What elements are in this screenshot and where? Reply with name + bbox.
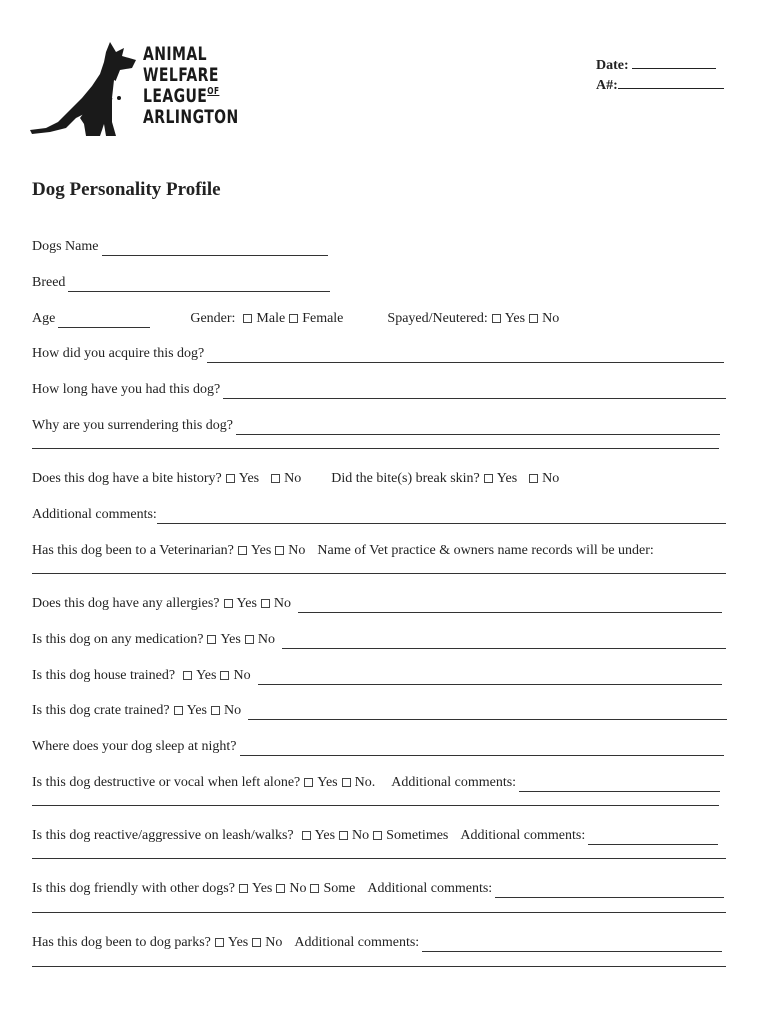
crate-trained-yes-checkbox[interactable] (174, 706, 183, 715)
breed-row (32, 274, 330, 292)
date-field[interactable] (632, 56, 716, 69)
destructive-no-checkbox[interactable] (342, 778, 351, 787)
reactive-sometimes-label: Sometimes (386, 828, 449, 843)
allergies-label: Does this dog have any allergies? (32, 596, 220, 611)
a-number-label: A#: (596, 78, 618, 93)
dogs-name-label: Dogs Name (32, 239, 99, 254)
crate-trained-field[interactable] (248, 706, 727, 720)
dog-parks-yes-checkbox[interactable] (215, 938, 224, 947)
sleep-row (32, 738, 724, 756)
spayed-yes-label: Yes (504, 311, 526, 326)
friendly-row (32, 880, 724, 898)
reactive-comments-line-2[interactable] (32, 858, 726, 859)
allergies-no-label: No (273, 596, 292, 611)
gender-female-checkbox[interactable] (289, 314, 298, 323)
reactive-no-label: No (352, 828, 370, 843)
logo-line-animal: ANIMAL (143, 43, 207, 65)
allergies-row (32, 595, 722, 613)
sleep-label: Where does your dog sleep at night? (32, 739, 237, 754)
friendly-some-checkbox[interactable] (310, 884, 319, 893)
bite-skin-yes-label: Yes (496, 471, 518, 486)
dog-parks-comments-label: Additional comments: (294, 935, 420, 950)
dog-parks-yes-label: Yes (227, 935, 249, 950)
bite-history-row (32, 470, 563, 488)
org-logo (28, 40, 239, 140)
bite-comments-row (32, 506, 726, 524)
dog-parks-no-checkbox[interactable] (252, 938, 261, 947)
reactive-comments-label: Additional comments: (460, 828, 586, 843)
spayed-label: Spayed/Neutered: (387, 311, 488, 326)
destructive-yes-label: Yes (317, 775, 338, 790)
bite-skin-yes-checkbox[interactable] (484, 474, 493, 483)
medication-label: Is this dog on any medication? (32, 632, 204, 647)
destructive-label: Is this dog destructive or vocal when left alone? (32, 775, 301, 790)
breed-label: Breed (32, 275, 66, 290)
allergies-yes-checkbox[interactable] (224, 599, 233, 608)
friendly-some-label: Some (323, 881, 356, 896)
bite-history-no-label: No (284, 471, 302, 486)
crate-trained-no-checkbox[interactable] (211, 706, 220, 715)
destructive-comments-label: Additional comments: (391, 775, 517, 790)
friendly-yes-checkbox[interactable] (239, 884, 248, 893)
vet-no-checkbox[interactable] (275, 546, 284, 555)
reactive-sometimes-checkbox[interactable] (373, 831, 382, 840)
gender-male-label: Male (256, 311, 286, 326)
reactive-label: Is this dog reactive/aggressive on leash/walks? (32, 828, 294, 843)
dog-parks-no-label: No (265, 935, 283, 950)
house-trained-field[interactable] (258, 671, 722, 685)
page-title: Dog Personality Profile (32, 179, 221, 200)
acquire-label: How did you acquire this dog? (32, 346, 205, 361)
age-gender-row (32, 310, 563, 328)
a-number-field[interactable] (618, 76, 724, 89)
allergies-no-checkbox[interactable] (261, 599, 270, 608)
house-trained-yes-label: Yes (196, 668, 217, 683)
why-surrender-line-2[interactable] (32, 448, 719, 449)
why-surrender-label: Why are you surrendering this dog? (32, 418, 233, 433)
age-label: Age (32, 311, 56, 326)
sleep-field[interactable] (240, 742, 725, 756)
friendly-comments-line-2[interactable] (32, 912, 726, 913)
allergies-field[interactable] (298, 599, 722, 613)
crate-trained-yes-label: Yes (186, 703, 207, 718)
friendly-label: Is this dog friendly with other dogs? (32, 881, 235, 896)
house-trained-row (32, 667, 722, 685)
vet-yes-label: Yes (250, 543, 272, 558)
why-surrender-row (32, 417, 720, 435)
dog-parks-label: Has this dog been to dog parks? (32, 935, 211, 950)
bite-comments-label: Additional comments: (32, 507, 157, 522)
friendly-no-checkbox[interactable] (276, 884, 285, 893)
bite-comments-field[interactable] (157, 510, 726, 524)
breed-field[interactable] (68, 278, 330, 292)
dog-parks-comments-line-2[interactable] (32, 966, 726, 967)
vet-row (32, 542, 654, 560)
how-long-label: How long have you had this dog? (32, 382, 221, 397)
destructive-comments-field[interactable] (519, 778, 720, 792)
logo-line-arlington: ARLINGTON (143, 106, 239, 128)
dog-and-puppy-logo-icon (28, 40, 140, 140)
bite-history-no-checkbox[interactable] (271, 474, 280, 483)
medication-row (32, 631, 726, 649)
crate-trained-label: Is this dog crate trained? (32, 703, 170, 718)
logo-of: OF (207, 86, 220, 97)
reactive-yes-checkbox[interactable] (302, 831, 311, 840)
spayed-yes-checkbox[interactable] (492, 314, 501, 323)
destructive-no-label: No. (354, 775, 376, 790)
bite-history-label: Does this dog have a bite history? (32, 471, 222, 486)
reactive-no-checkbox[interactable] (339, 831, 348, 840)
house-trained-label: Is this dog house trained? (32, 668, 176, 683)
spayed-no-checkbox[interactable] (529, 314, 538, 323)
destructive-row (32, 774, 720, 792)
reactive-yes-label: Yes (314, 828, 336, 843)
friendly-comments-field[interactable] (495, 884, 724, 898)
bite-skin-label: Did the bite(s) break skin? (331, 471, 480, 486)
medication-yes-checkbox[interactable] (207, 635, 216, 644)
crate-trained-row (32, 702, 727, 720)
dog-parks-row (32, 934, 722, 952)
bite-history-yes-label: Yes (238, 471, 260, 486)
house-trained-no-label: No (233, 668, 251, 683)
bite-skin-no-label: No (542, 471, 560, 486)
house-trained-yes-checkbox[interactable] (183, 671, 192, 680)
meta-block (596, 56, 724, 96)
medication-yes-label: Yes (220, 632, 241, 647)
how-long-field[interactable] (223, 385, 726, 399)
destructive-yes-checkbox[interactable] (304, 778, 313, 787)
age-field[interactable] (58, 314, 150, 328)
logo-line-league: LEAGUE (143, 85, 208, 107)
house-trained-no-checkbox[interactable] (220, 671, 229, 680)
vet-yes-checkbox[interactable] (238, 546, 247, 555)
vet-no-label: No (288, 543, 306, 558)
how-long-row (32, 381, 726, 399)
medication-field[interactable] (282, 635, 726, 649)
vet-name-field[interactable] (32, 573, 726, 574)
vet-name-label: Name of Vet practice & owners name records will be under: (317, 543, 654, 558)
reactive-row (32, 827, 718, 845)
acquire-row (32, 345, 724, 363)
dogs-name-field[interactable] (102, 242, 328, 256)
crate-trained-no-label: No (224, 703, 242, 718)
bite-skin-no-checkbox[interactable] (529, 474, 538, 483)
friendly-no-label: No (289, 881, 307, 896)
gender-female-label: Female (302, 311, 344, 326)
why-surrender-field[interactable] (236, 421, 720, 435)
spayed-no-label: No (542, 311, 560, 326)
allergies-yes-label: Yes (236, 596, 257, 611)
reactive-comments-field[interactable] (588, 831, 718, 845)
date-label: Date: (596, 58, 629, 73)
gender-label: Gender: (190, 311, 236, 326)
dog-parks-comments-field[interactable] (422, 938, 722, 952)
logo-line-welfare: WELFARE (143, 64, 219, 86)
acquire-field[interactable] (207, 349, 724, 363)
bite-history-yes-checkbox[interactable] (226, 474, 235, 483)
medication-no-checkbox[interactable] (245, 635, 254, 644)
dogs-name-row (32, 238, 328, 256)
friendly-comments-label: Additional comments: (367, 881, 493, 896)
gender-male-checkbox[interactable] (243, 314, 252, 323)
medication-no-label: No (257, 632, 275, 647)
vet-label: Has this dog been to a Veterinarian? (32, 543, 234, 558)
friendly-yes-label: Yes (251, 881, 273, 896)
destructive-comments-line-2[interactable] (32, 805, 719, 806)
